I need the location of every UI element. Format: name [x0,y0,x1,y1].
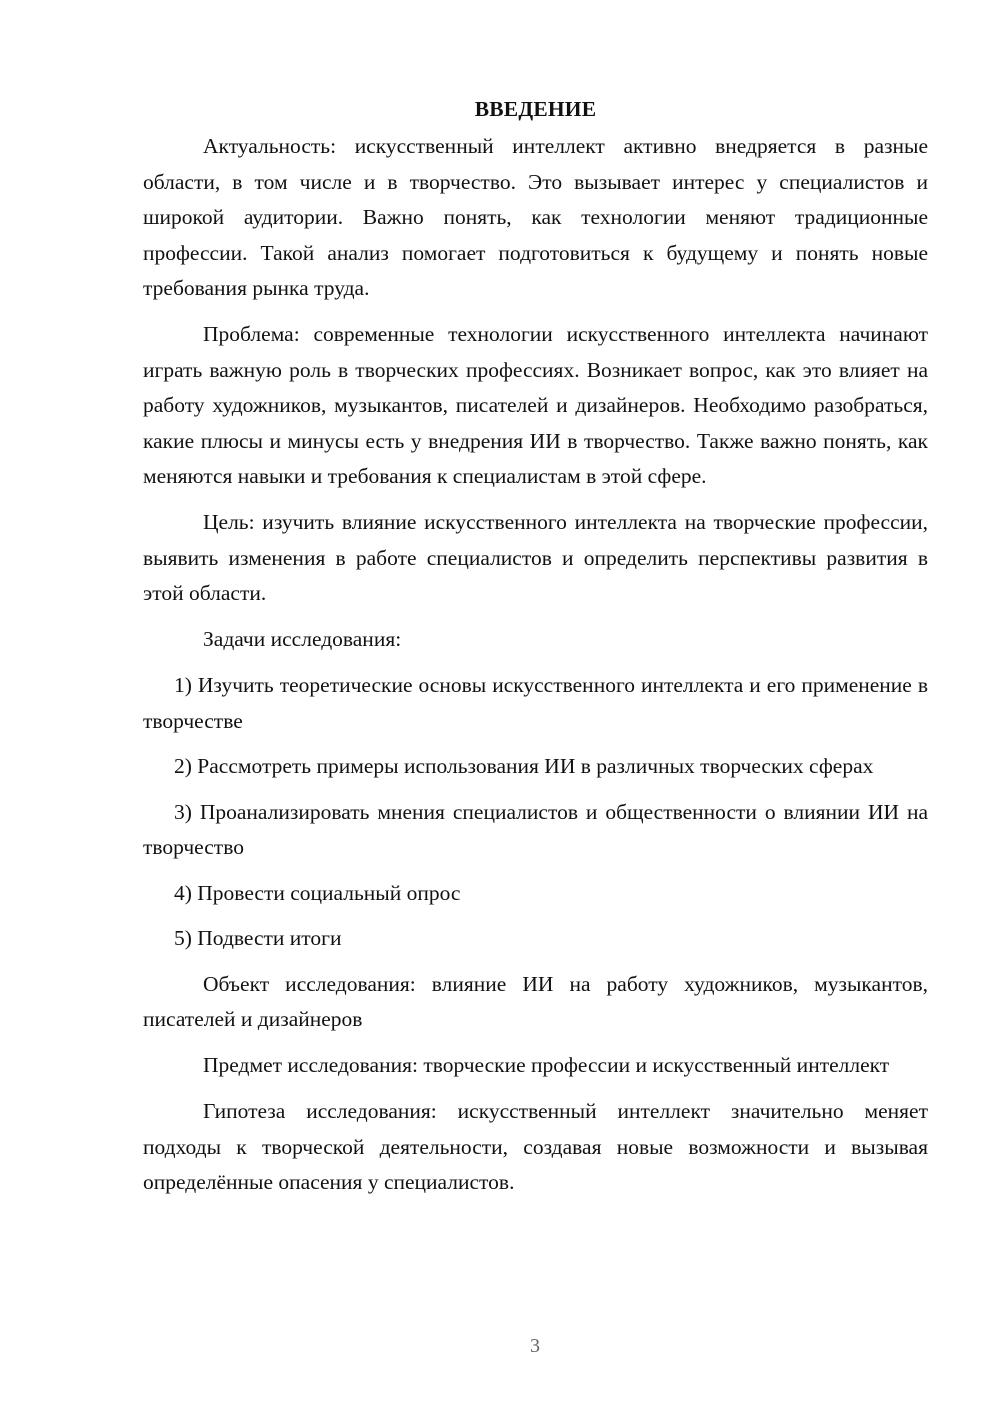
task-item-4: 4) Провести социальный опрос [174,880,461,905]
task-item-3: 3) Проанализировать мнения специалистов и общественности о влиянии ИИ на творчество [143,799,928,859]
paragraph-problem: Проблема: современные технологии искусственного интеллекта начинают играть важную роль в творческих профессиях. Возникает вопрос, как это влияет на работу художников, музыкантов, писателей и дизайнеров. Необходимо разобраться, какие плюсы и минусы есть у внедрения ИИ в творчество. Также важно понять, как меняются навыки и требования к специалистам в этой сфере. [143,322,928,488]
paragraph-subject: Предмет исследования: творческие профессии и искусственный интеллект [203,1053,890,1077]
paragraph-tasks-heading: Задачи исследования: [203,627,402,651]
task-item-5: 5) Подвести итоги [174,926,342,950]
task-item-2: 2) Рассмотреть примеры использования ИИ в различных творческих сферах [174,754,874,778]
section-title: ВВЕДЕНИЕ [474,97,597,121]
task-item-1: 1) Изучить теоретические основы искусственного интеллекта и его применение в творчестве [143,673,928,733]
page-body [143,92,928,1211]
paragraph-relevance: Актуальность: искусственный интеллект активно внедряется в разные области, в том числе и в творчество. Это вызывает интерес у специалистов и широкой аудитории. Важно понять, как технологии меняют традиционные профессии. Такой анализ помогает подготовиться к будущему и понять новые требования рынка труда. [143,134,928,300]
page-number: 3 [530,1335,540,1357]
paragraph-object: Объект исследования: влияние ИИ на работу художников, музыкантов, писателей и дизайнеров [143,971,928,1031]
paragraph-goal: Цель: изучить влияние искусственного интеллекта на творческие профессии, выявить изменения в работе специалистов и определить перспективы развития в этой области. [143,510,928,605]
paragraph-hypothesis: Гипотеза исследования: искусственный интеллект значительно меняет подходы к творческой деятельности, создавая новые возможности и вызывая определённые опасения у специалистов. [143,1099,928,1194]
